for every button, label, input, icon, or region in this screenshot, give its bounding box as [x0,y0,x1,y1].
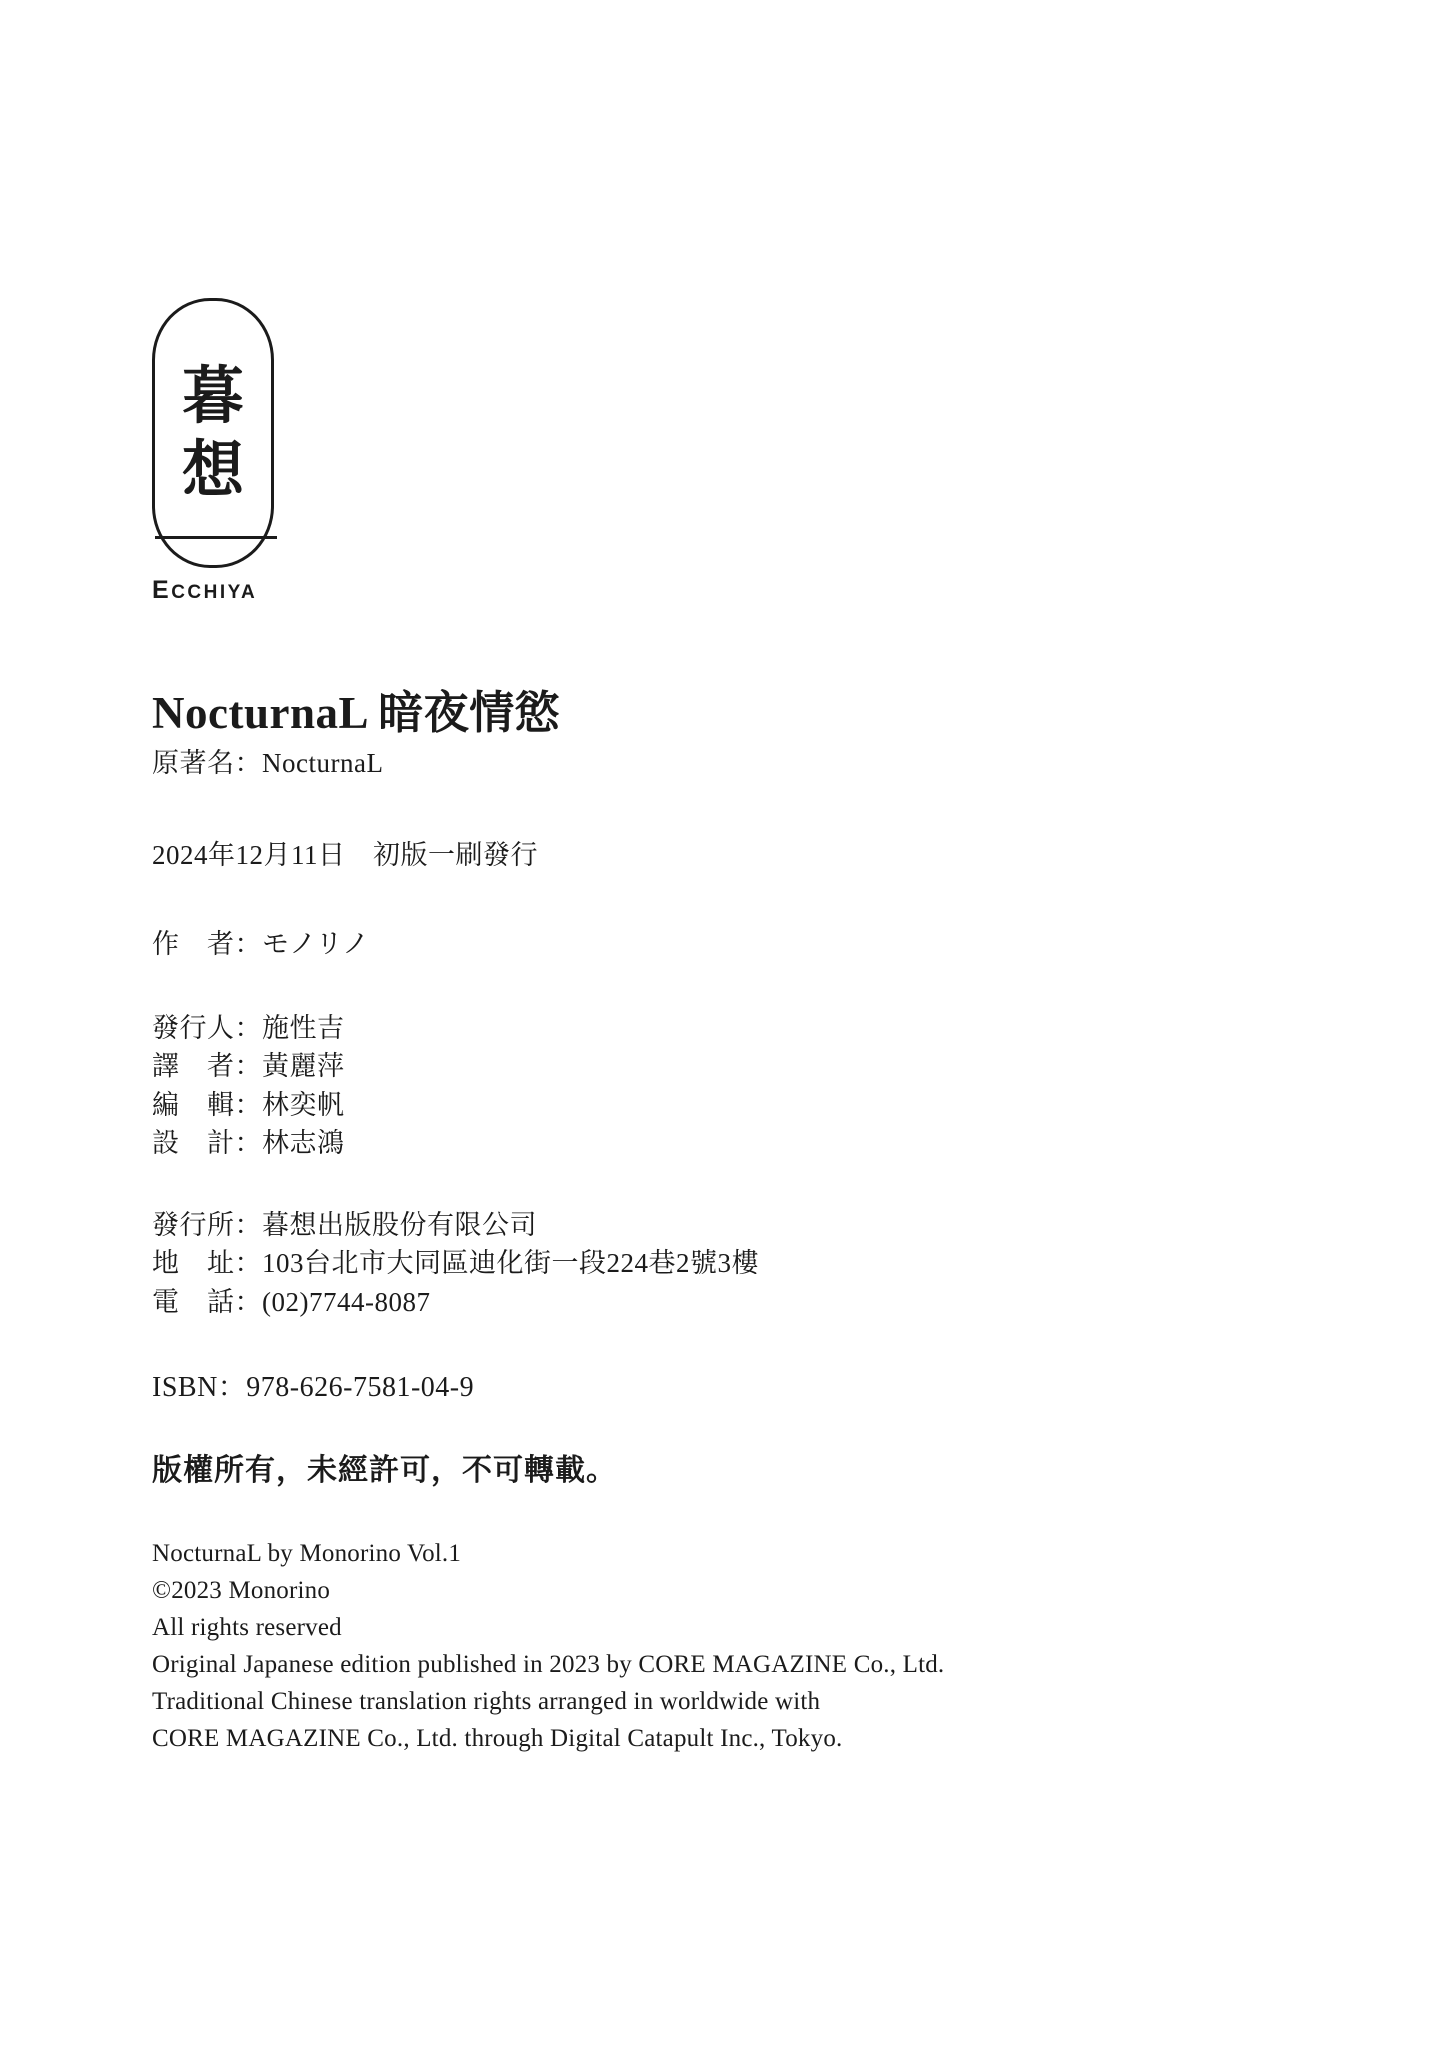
publisher-info [152,1206,1292,1321]
isbn: ISBN：978-626-7581-04-9 [152,1372,475,1404]
original-edition-credits [152,1535,1292,1757]
staff-row: 設 計：林志鴻 [152,1127,345,1158]
publisher-row: 電 話：(02)7744-8087 [152,1286,431,1317]
author-line: 作 者：モノリノ [152,928,370,959]
staff-row: 編 輯：林奕帆 [152,1089,345,1120]
logo-divider [155,536,277,539]
credit-line: CORE MAGAZINE Co., Ltd. through Digital Catapult Inc., Tokyo. [152,1725,843,1753]
credit-line: All rights reserved [152,1614,342,1642]
logo-romaji-rest: CCHIYA [171,582,258,603]
publisher-row: 發行所：暮想出版股份有限公司 [152,1210,537,1241]
credit-line: Original Japanese edition published in 2023 by CORE MAGAZINE Co., Ltd. [152,1651,945,1679]
staff-row: 發行人：施性吉 [152,1012,345,1043]
original-title: 原著名：NocturnaL [152,747,384,778]
credit-line: NocturnaL by Monorino Vol.1 [152,1540,462,1568]
page-title: NocturnaL 暗夜情慾 [152,688,561,738]
rights-notice: 版權所有，未經許可，不可轉載。 [152,1454,617,1488]
staff-credits [152,1009,1292,1162]
logo-romaji-first: E [152,576,172,604]
credit-line: Traditional Chinese translation rights arranged in worldwide with [152,1688,821,1716]
publisher-logo [152,298,312,605]
release-date: 2024年12月11日 初版一刷發行 [152,839,538,870]
staff-row: 譯 者：黃麗萍 [152,1051,345,1082]
logo-kanji-bottom: 想 [181,433,244,506]
logo-romaji [152,576,302,605]
publisher-row: 地 址：103台北市大同區迪化街一段224巷2號3樓 [152,1248,759,1279]
colophon-content [152,688,1292,1757]
logo-kanji-top: 暮 [181,358,244,432]
credit-line: ©2023 Monorino [152,1577,331,1605]
logo-frame [152,298,274,568]
